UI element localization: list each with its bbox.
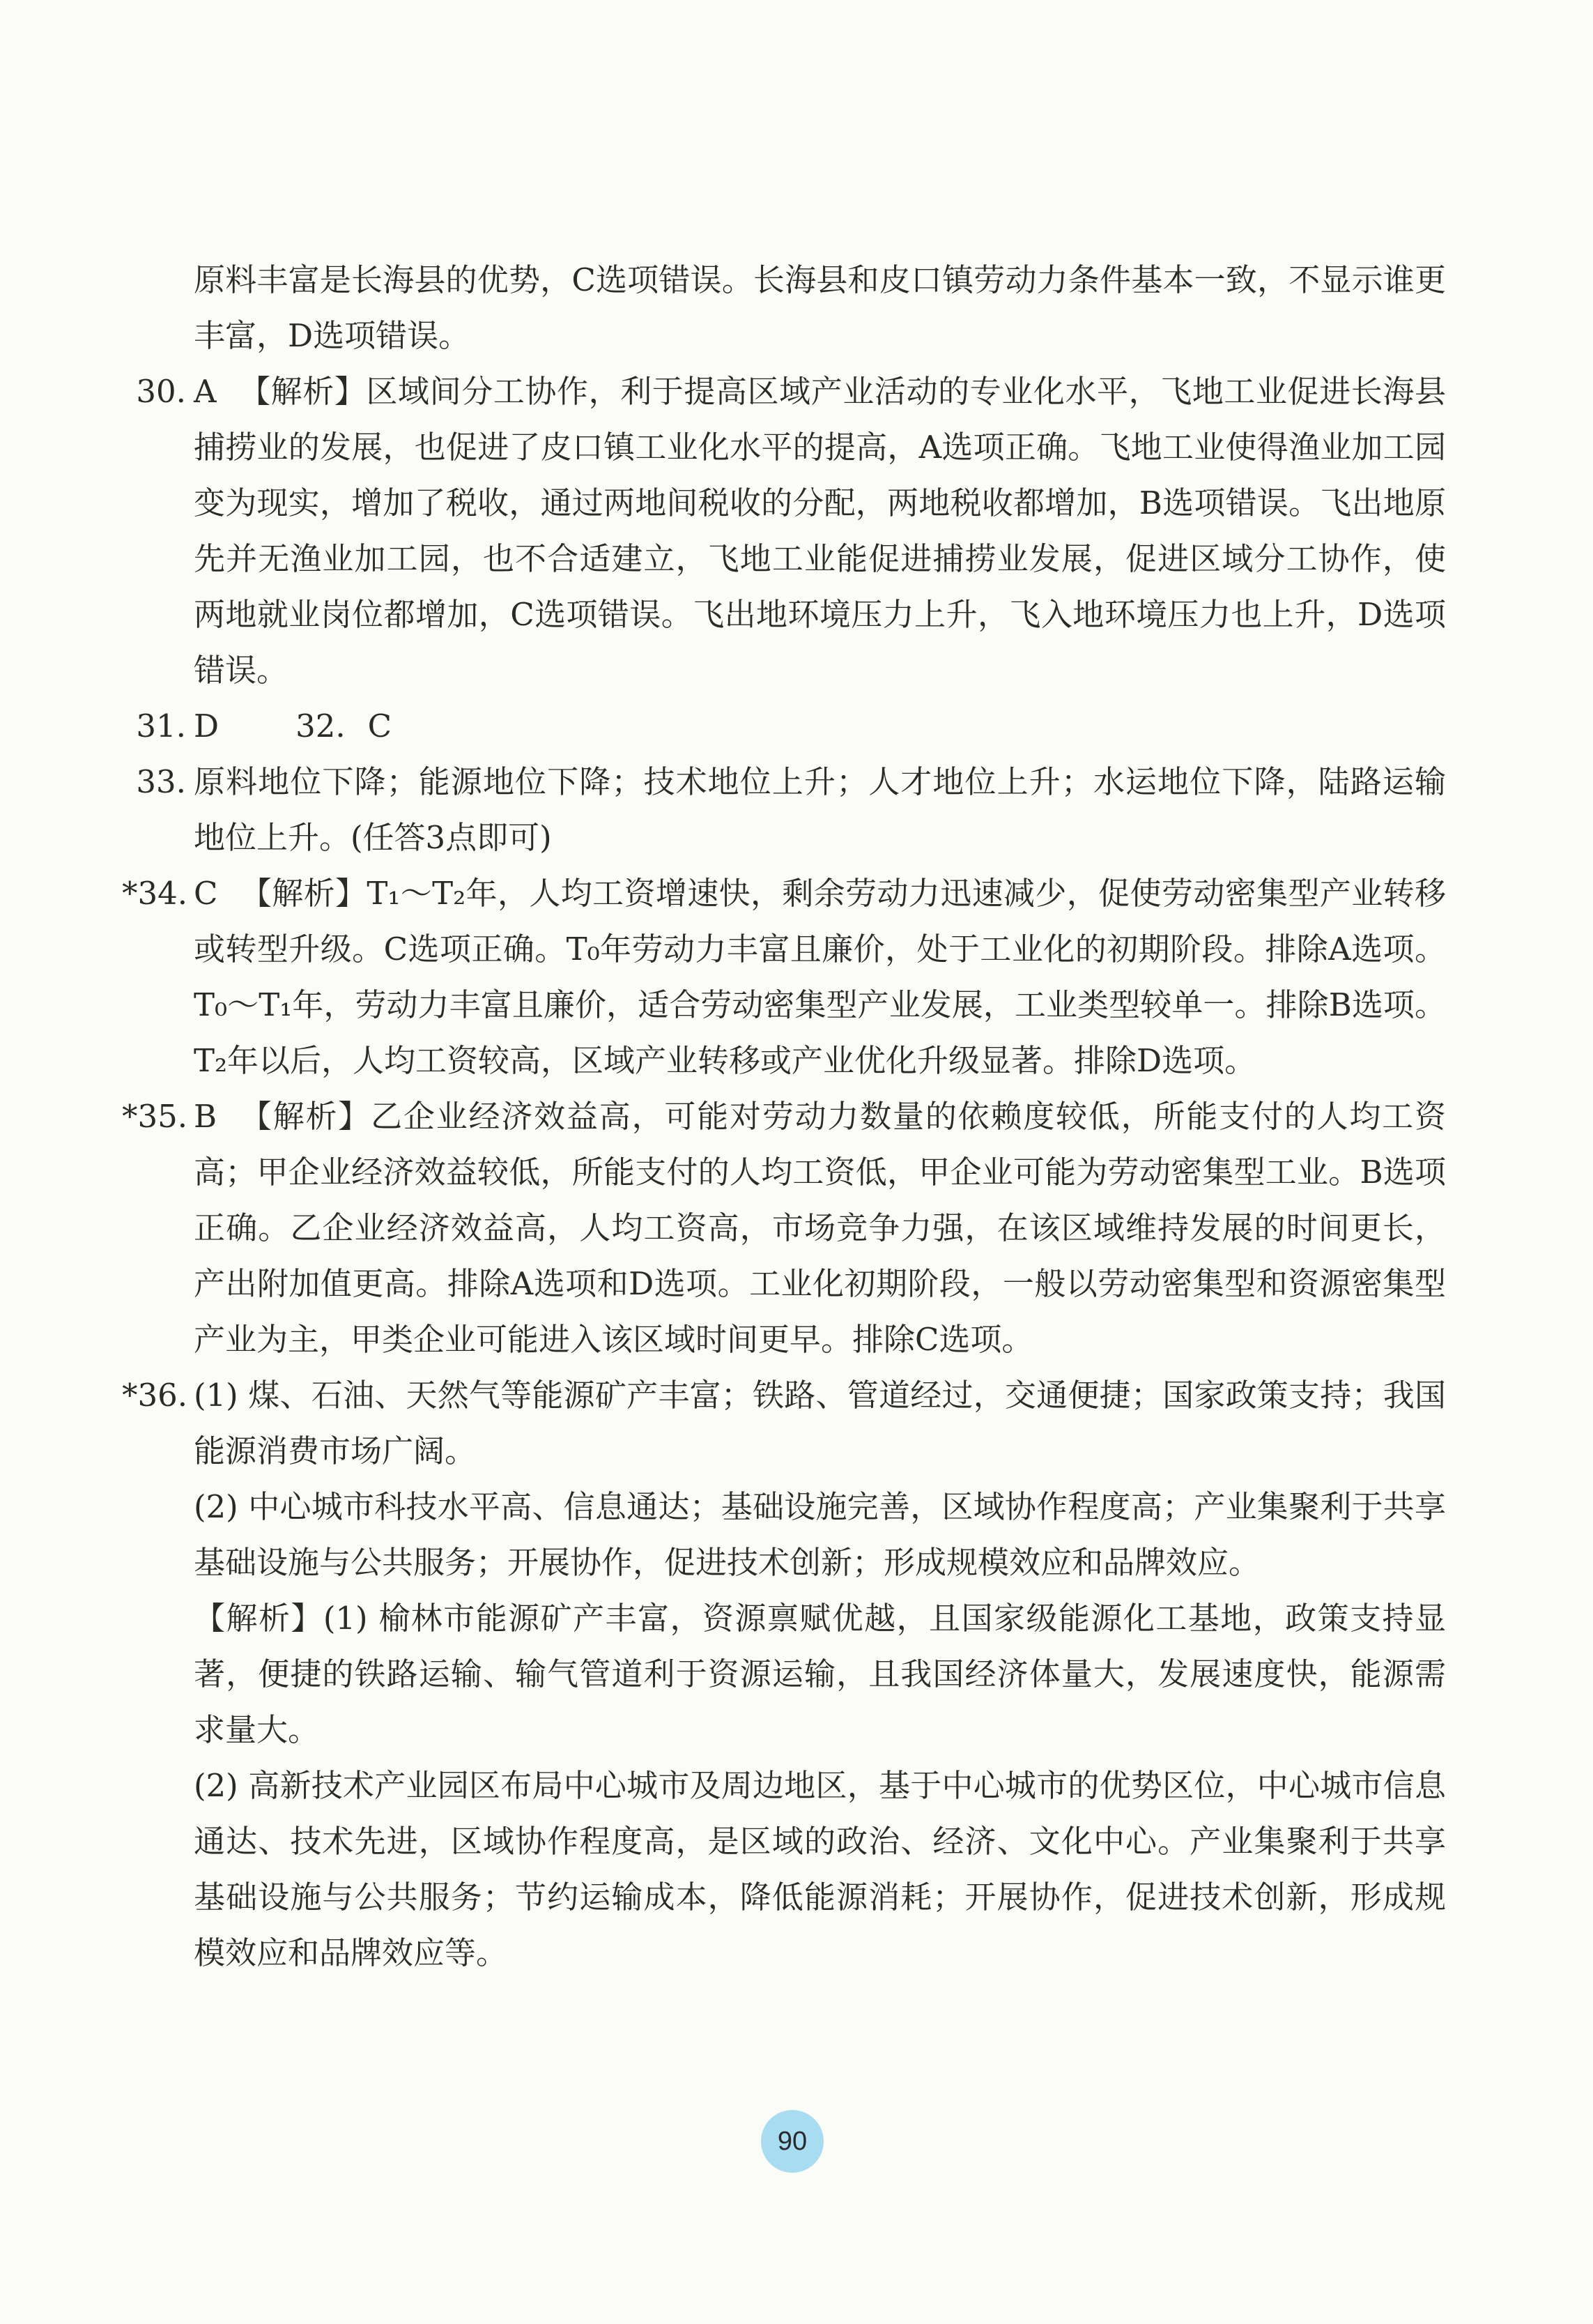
answer-entry-continued <box>122 252 1446 364</box>
question-number: *36. <box>122 1377 188 1414</box>
answer-letter: D <box>194 708 220 744</box>
answer-text: 区域间分工协作，利于提高区域产业活动的专业化水平，飞地工业促进长海县捕捞业的发展，也促进了皮口镇工业化水平的提高，A选项正确。飞地工业使得渔业加工园变为现实，增加了税收，通过两地间税收的分配，两地税收都增加，B选项错误。飞出地原先并无渔业加工园，也不合适建立，飞地工业能促进捕捞业发展，促进区域分工协作，使两地就业岗位都增加，C选项错误。飞出地环境压力上升，飞入地环境压力也上升，D选项错误。 <box>194 373 1446 689</box>
question-number-32: 32. <box>295 708 346 744</box>
answer-text: 乙企业经济效益高，可能对劳动力数量的依赖度较低，所能支付的人均工资高；甲企业经济效益较低，所能支付的人均工资低，甲企业可能为劳动密集型工业。B选项正确。乙企业经济效益高，人均工资高，市场竞争力强，在该区域维持发展的时间更长，产出附加值更高。排除A选项和D选项。工业化初期阶段，一般以劳动密集型和资源密集型产业为主，甲类企业可能进入该区域时间更早。排除C选项。 <box>194 1098 1446 1358</box>
answer-text: 原料地位下降；能源地位下降；技术地位上升；人才地位上升；水运地位下降，陆路运输地位上升。(任答3点即可) <box>194 763 1446 856</box>
analysis-part-2: (2) 高新技术产业园区布局中心城市及周边地区，基于中心城市的优势区位，中心城市信息通达、技术先进，区域协作程度高，是区域的政治、经济、文化中心。产业集聚利于共享基础设施与公共服务；节约运输成本，降低能源消耗；开展协作，促进技术创新，形成规模效应和品牌效应等。 <box>194 1767 1446 1971</box>
answer-entry-31-32 <box>122 698 1446 754</box>
question-number: 31. <box>136 708 186 744</box>
answer-entry-35 <box>122 1089 1446 1368</box>
answer-letter: A <box>194 373 217 410</box>
answer-text: T₁～T₂年，人均工资增速快，剩余劳动力迅速减少，促使劳动密集型产业转移或转型升级。C选项正确。T₀年劳动力丰富且廉价，处于工业化的初期阶段。排除A选项。T₀～T₁年，劳动力丰富且廉价，适合劳动密集型产业发展，工业类型较单一。排除B选项。T₂年以后，人均工资较高，区域产业转移或产业优化升级显著。排除D选项。 <box>194 875 1446 1079</box>
question-number: 33. <box>136 763 186 800</box>
question-number: 30. <box>136 373 186 410</box>
answer-letter: C <box>194 875 218 912</box>
question-number: *34. <box>122 875 188 912</box>
answer-entry-34 <box>122 866 1446 1089</box>
answer-entry-33 <box>122 754 1446 866</box>
answer-content <box>122 252 1446 1981</box>
answer-letter-32: C <box>367 708 392 744</box>
analysis-tag: 【解析】 <box>238 373 367 410</box>
answer-part-1: (1) 煤、石油、天然气等能源矿产丰富；铁路、管道经过，交通便捷；国家政策支持；我国能源消费市场广阔。 <box>194 1377 1446 1469</box>
analysis-tag: 【解析】 <box>240 875 367 912</box>
answer-part-2: (2) 中心城市科技水平高、信息通达；基础设施完善，区域协作程度高；产业集聚利于共享基础设施与公共服务；开展协作，促进技术创新；形成规模效应和品牌效应。 <box>194 1488 1446 1581</box>
answer-entry-36 <box>122 1368 1446 1981</box>
answer-text: 原料丰富是长海县的优势，C选项错误。长海县和皮口镇劳动力条件基本一致，不显示谁更丰富，D选项错误。 <box>194 261 1446 354</box>
answer-letter: B <box>194 1098 217 1135</box>
answer-entry-30 <box>122 364 1446 698</box>
question-number: *35. <box>122 1098 188 1135</box>
analysis-part-1: 【解析】(1) 榆林市能源矿产丰富，资源禀赋优越，且国家级能源化工基地，政策支持显著，便捷的铁路运输、输气管道利于资源运输，且我国经济体量大，发展速度快，能源需求量大。 <box>194 1600 1446 1748</box>
page-number-badge: 90 <box>761 2110 824 2173</box>
analysis-tag: 【解析】 <box>239 1098 371 1135</box>
